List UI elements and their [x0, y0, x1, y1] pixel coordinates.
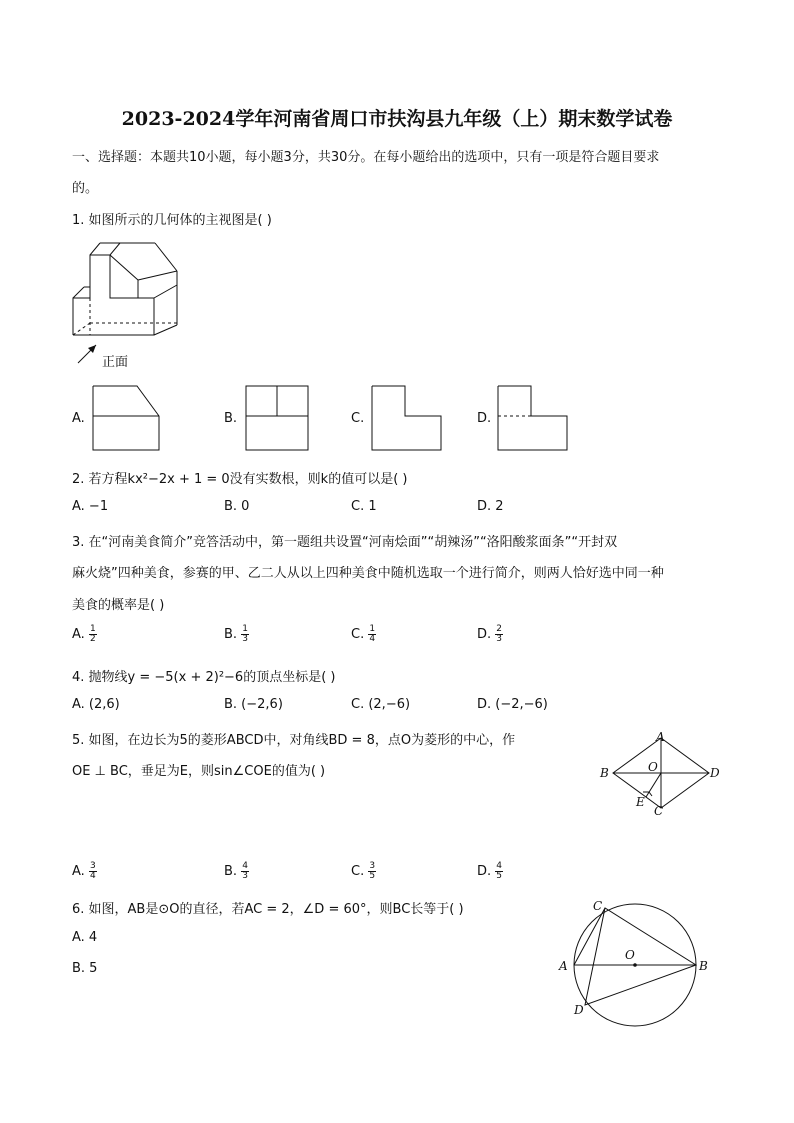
q2-option-b[interactable]: B. 0	[224, 499, 250, 514]
question-2-text: 2. 若方程kx²−2x + 1 = 0没有实数根，则k的值可以是( )	[72, 472, 408, 487]
q5-option-d-fraction: $\frac{4}{5}$	[496, 861, 503, 881]
section-heading-line1: 一、选择题：本题共10小题，每小题3分，共30分。在每小题给出的选项中，只有一项是符合题目要求	[72, 150, 660, 165]
q6-label-o: O	[625, 948, 635, 962]
q1-option-c-label[interactable]: C.	[351, 411, 365, 426]
q5-label-b: B	[600, 766, 609, 780]
q1-option-b-figure[interactable]	[245, 384, 315, 454]
section-heading-line2: 的。	[72, 181, 99, 196]
q5-option-b-fraction: $\frac{4}{3}$	[242, 861, 248, 881]
q5-label-d: D	[710, 766, 720, 780]
q6-label-a: A	[559, 959, 568, 973]
q6-option-a[interactable]: A. 4	[72, 930, 98, 945]
q3-option-b-fraction: $\frac{1}{3}$	[242, 624, 248, 644]
q4-option-d[interactable]: D. (−2,−6)	[477, 697, 548, 712]
q3-option-b[interactable]	[224, 625, 249, 644]
q5-label-o: O	[648, 760, 658, 774]
q5-label-a: A	[656, 730, 665, 744]
q3-option-d[interactable]	[477, 625, 503, 644]
q3-option-a-label: A.	[72, 627, 85, 642]
question-1-text: 1. 如图所示的几何体的主视图是( )	[72, 213, 272, 228]
q5-label-c: C	[654, 804, 664, 818]
q5-option-c-label: C.	[351, 864, 365, 879]
q5-option-b[interactable]	[224, 862, 249, 881]
q6-label-b: B	[699, 959, 708, 973]
q1-option-a-figure[interactable]	[92, 384, 162, 454]
q3-option-c[interactable]	[351, 625, 376, 644]
q4-option-a[interactable]: A. (2,6)	[72, 697, 120, 712]
question-5-line1: 5. 如图，在边长为5的菱形ABCD中，对角线BD = 8，点O为菱形的中心，作	[72, 733, 516, 748]
q6-label-d: D	[574, 1003, 584, 1017]
q2-option-c[interactable]: C. 1	[351, 499, 377, 514]
q5-option-a-label: A.	[72, 864, 85, 879]
q3-option-d-label: D.	[477, 627, 492, 642]
page-title: 2023-2024学年河南省周口市扶沟县九年级（上）期末数学试卷	[121, 108, 673, 130]
question-3-line2: 麻火烧”四种美食，参赛的甲、乙二人从以上四种美食中随机选取一个进行简介，则两人恰好选中同一种	[72, 566, 664, 581]
front-view-label: 正面	[102, 355, 129, 370]
q5-option-d[interactable]	[477, 862, 503, 881]
q5-option-c[interactable]	[351, 862, 376, 881]
q4-option-b[interactable]: B. (−2,6)	[224, 697, 283, 712]
q3-option-a-fraction: $\frac{1}{2}$	[89, 624, 96, 644]
q1-option-b-label[interactable]: B.	[224, 411, 238, 426]
q5-option-c-fraction: $\frac{3}{5}$	[369, 861, 376, 881]
q4-option-c[interactable]: C. (2,−6)	[351, 697, 411, 712]
question-4-text: 4. 抛物线y = −5(x + 2)²−6的顶点坐标是( )	[72, 670, 336, 685]
q5-option-b-label: B.	[224, 864, 238, 879]
q1-option-d-label[interactable]: D.	[477, 411, 492, 426]
q3-option-a[interactable]	[72, 625, 97, 644]
q5-rhombus-figure	[596, 726, 726, 821]
q6-option-b[interactable]: B. 5	[72, 961, 98, 976]
q2-option-d[interactable]: D. 2	[477, 499, 504, 514]
q1-option-d-figure[interactable]	[497, 384, 572, 454]
q5-option-a-fraction: $\frac{3}{4}$	[89, 861, 96, 881]
q5-option-d-label: D.	[477, 864, 492, 879]
question-5-line2: OE ⊥ BC，垂足为E，则sin∠COE的值为( )	[72, 764, 326, 779]
q6-label-c: C	[593, 899, 603, 913]
q5-option-a[interactable]	[72, 862, 97, 881]
q3-option-b-label: B.	[224, 627, 238, 642]
q5-label-e: E	[636, 795, 645, 809]
question-3-line1: 3. 在“河南美食简介”竞答活动中，第一题组共设置“河南烩面”“胡辣汤”“洛阳酸浆面条”“开封双	[72, 535, 618, 550]
question-6-text: 6. 如图，AB是⊙O的直径，若AC = 2，∠D = 60°，则BC长等于( )	[72, 902, 464, 917]
question-3-line3: 美食的概率是( )	[72, 598, 165, 613]
q6-circle-figure	[555, 898, 725, 1023]
q1-option-a-label[interactable]: A.	[72, 411, 85, 426]
q3-option-c-fraction: $\frac{1}{4}$	[369, 624, 376, 644]
q3-option-c-label: C.	[351, 627, 365, 642]
q1-option-c-figure[interactable]	[371, 384, 446, 454]
q2-option-a[interactable]: A. −1	[72, 499, 109, 514]
q3-option-d-fraction: $\frac{2}{3}$	[496, 624, 503, 644]
